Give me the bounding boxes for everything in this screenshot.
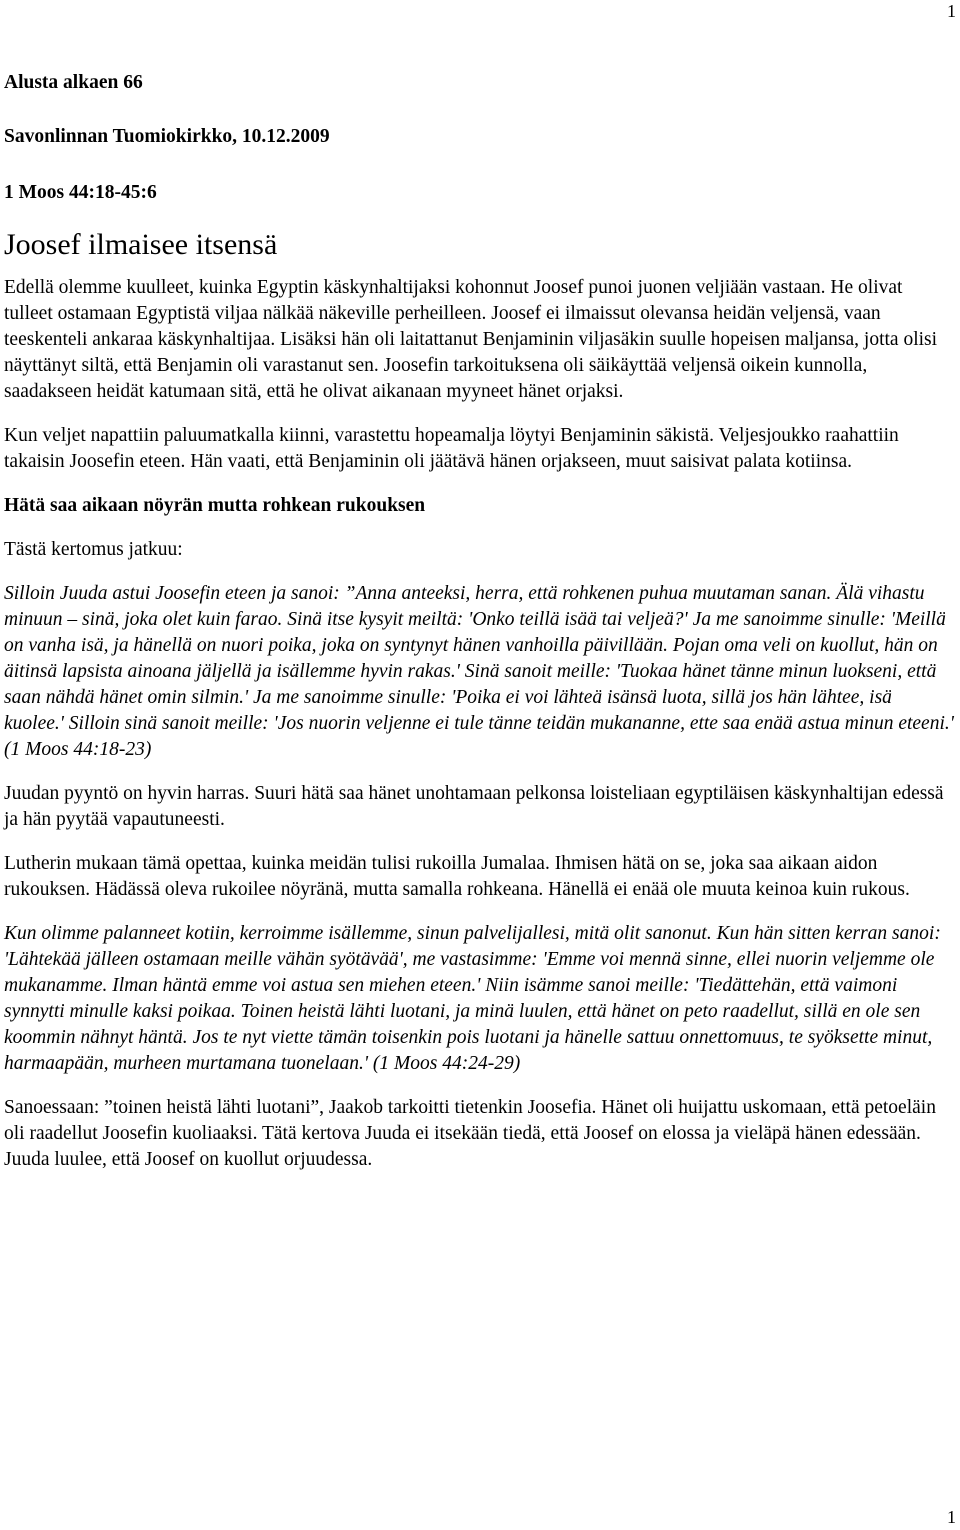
place-date: Savonlinnan Tuomiokirkko, 10.12.2009 xyxy=(4,126,330,147)
document-body xyxy=(4,70,954,1173)
scripture-reference: 1 Moos 44:18-45:6 xyxy=(4,182,157,203)
paragraph-luther: Lutherin mukaan tämä opettaa, kuinka meidän tulisi rukoilla Jumalaa. Ihmisen hätä on se, joka saa aikaan aidon rukouksen. Hädässä oleva rukoilee nöyränä, mutta samalla rohkeana. Hänellä ei enää ole muuta keinoa kuin rukous. xyxy=(4,853,910,900)
section-heading: Hätä saa aikaan nöyrän mutta rohkean rukouksen xyxy=(4,495,426,516)
paragraph-jacob: Sanoessaan: ”toinen heistä lähti luotani”, Jaakob tarkoitti tietenkin Joosefia. Hänet oli huijattu uskomaan, että petoeläin oli raadellut Joosefin kuoliaaksi. Tätä kertova Juuda ei itsekään tiedä, että Joosef on elossa ja vieläpä hänen edessään. Juuda luulee, että Joosef on kuollut orjuudessa. xyxy=(4,1097,936,1170)
paragraph-request: Juudan pyyntö on hyvin harras. Suuri hätä saa hänet unohtamaan pelkonsa loisteliaan egyptiläisen käskynhaltijan edessä ja hän pyytää vapautuneesti. xyxy=(4,783,944,830)
paragraph-intro: Edellä olemme kuulleet, kuinka Egyptin käskynhaltijaksi kohonnut Joosef punoi juonen veljiään vastaan. He olivat tulleet ostamaan Egyptistä viljaa nälkää näkeville perheilleen. Joosef ei ilmaissut olevansa heidän veljensä, vaan teeskenteli ankaraa käskynhaltijaa. Lisäksi hän oli laitattanut Benjaminin viljasäkin suulle hopeisen maljansa, jotta olisi näyttänyt siltä, että Benjamin oli varastanut sen. Joosefin tarkoituksena oli säikäyttää veljensä oikein kunnolla, saadakseen heidät katumaan sitä, että he olivat aikanaan myyneet hänet orjaksi. xyxy=(4,277,938,402)
page-number-top: 1 xyxy=(947,1,956,21)
paragraph-continues: Tästä kertomus jatkuu: xyxy=(4,539,183,560)
scripture-quote-2: Kun olimme palanneet kotiin, kerroimme isällemme, sinun palvelijallesi, mitä olit sanonut. Kun hän sitten kerran sanoi: 'Lähtekää jälleen ostamaan meille vähän syötävää', me vastasimme: 'Emme voi mennä sinne, ellei nuorin veljemme ole mukanamme. Ilman häntä emme voi astua sen miehen eteen.' Niin isämme sanoi meille: 'Tiedättehän, että vaimoni synnytti minulle kaksi poikaa. Toinen heistä lähti luotani, ja minä luulen, että hänet on peto raadellut, sillä en ole sen koommin nähnyt häntä. Jos te nyt viette tämän toisenkin pois luotani ja hänelle sattuu onnettomuus, te syöksette minut, harmaapään, murheen murtamana tuonelaan.' (1 Moos 44:24-29) xyxy=(4,923,941,1074)
page-title: Joosef ilmaisee itsensä xyxy=(4,228,278,261)
scripture-quote-1: Silloin Juuda astui Joosefin eteen ja sanoi: ”Anna anteeksi, herra, että rohkenen puhua muutaman sanan. Älä vihastu minuun – sinä, joka olet kuin farao. Sinä itse kysyit meiltä: 'Onko teillä isää tai veljeä?' Ja me sanoimme sinulle: 'Meillä on vanha isä, ja hänellä on nuori poika, joka on syntynyt hänen vanhoilla päivillään. Pojan oma veli on kuollut, hän on äitinsä lapsista ainoana jäljellä ja isällemme hyvin rakas.' Sinä sanoit meille: 'Tuokaa hänet tänne minun luokseni, että saan nähdä hänet omin silmin.' Ja me sanoimme sinulle: 'Poika ei voi lähteä isänsä luota, sillä jos hän lähtee, isä kuolee.' Silloin sinä sanoit meille: 'Jos nuorin veljenne ei tule tänne teidän mukananne, ette saa enää astua minun eteeni.' (1 Moos 44:18-23) xyxy=(4,583,954,760)
paragraph-capture: Kun veljet napattiin paluumatkalla kiinni, varastettu hopeamalja löytyi Benjaminin säkistä. Veljesjoukko raahattiin takaisin Joosefin eteen. Hän vaati, että Benjaminin oli jäätävä hänen orjakseen, muut saisivat palata kotiinsa. xyxy=(4,425,899,472)
series-label: Alusta alkaen 66 xyxy=(4,72,143,93)
page-number-bottom: 1 xyxy=(947,1507,956,1527)
